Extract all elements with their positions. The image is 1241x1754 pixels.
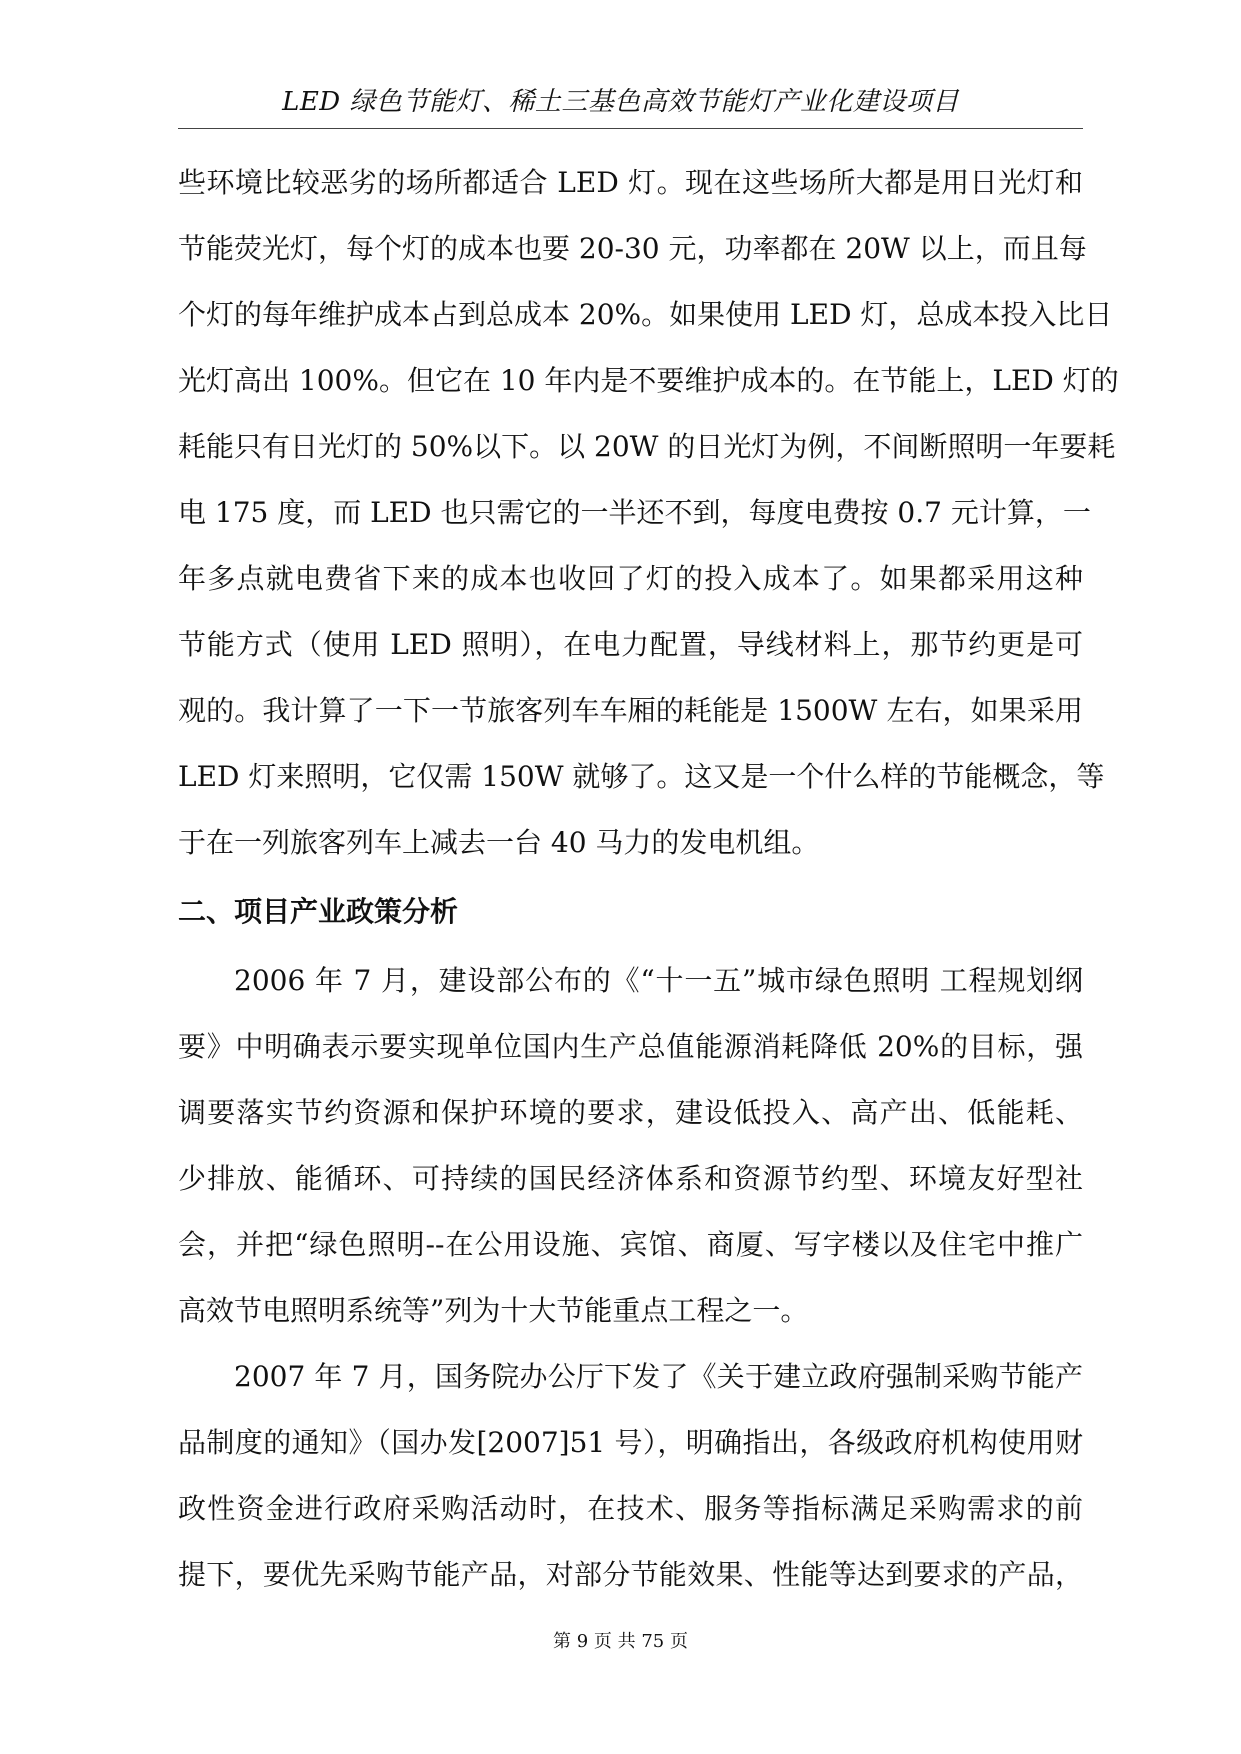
- paragraph-line: 高效节电照明系统等”列为十大节能重点工程之一。: [178, 1294, 809, 1327]
- body-line: 个灯的每年维护成本占到总成本 20%。如果使用 LED 灯，总成本投入比日: [178, 298, 1113, 331]
- paragraph-line: 2007 年 7 月，国务院办公厅下发了《关于建立政府强制采购节能产: [234, 1360, 1083, 1393]
- paragraph-line: 提下，要优先采购节能产品，对部分节能效果、性能等达到要求的产品，: [178, 1558, 1083, 1591]
- paragraph-line: 政性资金进行政府采购活动时，在技术、服务等指标满足采购需求的前: [178, 1492, 1083, 1525]
- paragraph-line: 品制度的通知》（国办发[2007]51 号），明确指出，各级政府机构使用财: [178, 1426, 1083, 1459]
- body-line: 光灯高出 100%。但它在 10 年内是不要维护成本的。在节能上，LED 灯的: [178, 364, 1119, 397]
- paragraph-line: 要》中明确表示要实现单位国内生产总值能源消耗降低 20%的目标，强: [178, 1030, 1083, 1063]
- body-line: 年多点就电费省下来的成本也收回了灯的投入成本了。如果都采用这种: [178, 562, 1083, 595]
- paragraph-line: 会，并把“绿色照明--在公用设施、宾馆、商厦、写字楼以及住宅中推广: [178, 1228, 1083, 1261]
- body-line: LED 灯来照明，它仅需 150W 就够了。这又是一个什么样的节能概念，等: [178, 760, 1105, 793]
- document-body: [178, 150, 1119, 1608]
- body-line: 些环境比较恶劣的场所都适合 LED 灯。现在这些场所大都是用日光灯和: [178, 166, 1083, 199]
- header-divider: [178, 128, 1083, 129]
- body-line: 耗能只有日光灯的 50%以下。以 20W 的日光灯为例，不间断照明一年要耗: [178, 430, 1116, 463]
- body-line: 节能方式（使用 LED 照明），在电力配置，导线材料上，那节约更是可: [178, 628, 1083, 661]
- body-line: 观的。我计算了一下一节旅客列车车厢的耗能是 1500W 左右，如果采用: [178, 694, 1083, 727]
- body-line: 节能荧光灯，每个灯的成本也要 20-30 元，功率都在 20W 以上，而且每: [178, 232, 1087, 265]
- section-heading: 二、项目产业政策分析: [178, 895, 459, 928]
- page-header: LED 绿色节能灯、稀土三基色高效节能灯产业化建设项目: [282, 87, 959, 117]
- body-line: 于在一列旅客列车上减去一台 40 马力的发电机组。: [178, 826, 820, 859]
- body-line: 电 175 度，而 LED 也只需它的一半还不到，每度电费按 0.7 元计算，一: [178, 496, 1091, 529]
- paragraph-line: 2006 年 7 月，建设部公布的《“十一五”城市绿色照明 工程规划纲: [234, 964, 1083, 997]
- paragraph-line: 调要落实节约资源和保护环境的要求，建设低投入、高产出、低能耗、: [178, 1096, 1083, 1129]
- paragraph-line: 少排放、能循环、可持续的国民经济体系和资源节约型、环境友好型社: [178, 1162, 1083, 1195]
- page-number: 第 9 页 共 75 页: [553, 1631, 688, 1652]
